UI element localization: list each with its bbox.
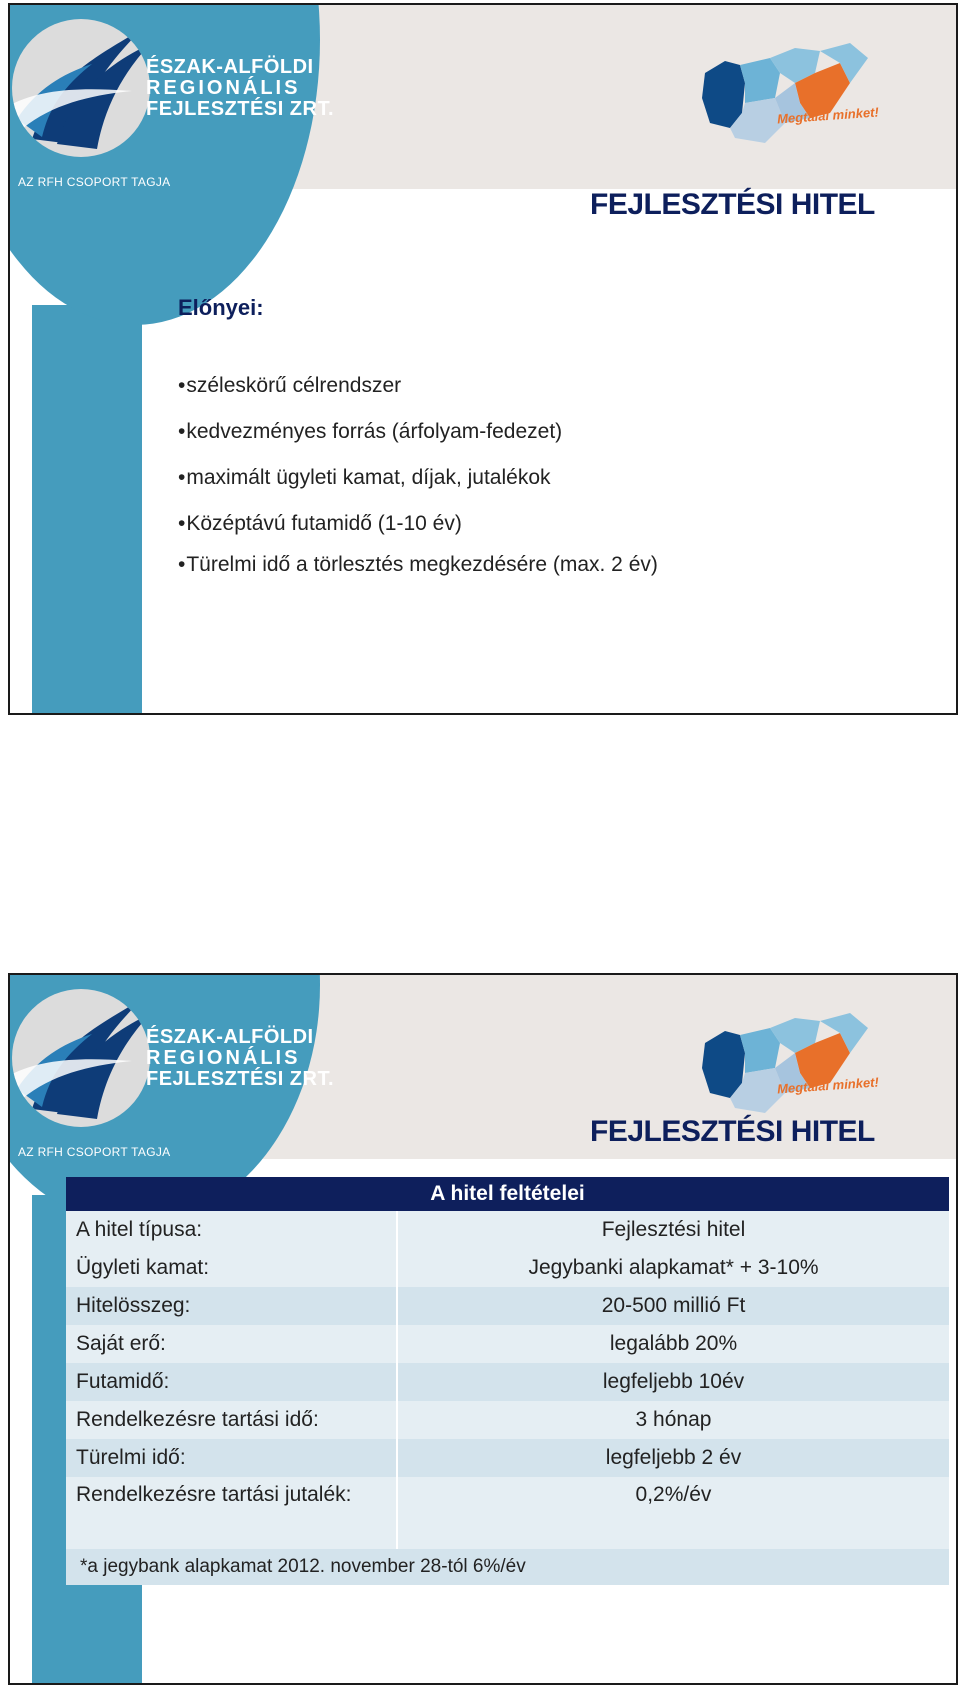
left-stripe	[32, 305, 142, 715]
table-footnote-row	[66, 1549, 949, 1585]
row-label: Hitelösszeg:	[66, 1287, 397, 1325]
table-row	[66, 1363, 949, 1401]
footnote: *a jegybank alapkamat 2012. november 28-tól 6%/év	[66, 1549, 949, 1585]
hungary-map-icon	[700, 43, 870, 153]
logo-line-1: ÉSZAK-ALFÖLDI	[146, 1026, 314, 1048]
logo-line-3: FEJLESZTÉSI ZRT.	[146, 98, 335, 120]
list-item: • maximált ügyleti kamat, díjak, jutalékok	[178, 455, 658, 501]
table-row	[66, 1249, 949, 1287]
logo-wordmark	[146, 1027, 334, 1090]
advantages-list	[178, 363, 658, 588]
row-value: Fejlesztési hitel	[397, 1211, 949, 1249]
row-label: Saját erő:	[66, 1325, 397, 1363]
row-label: Futamidő:	[66, 1363, 397, 1401]
table-row	[66, 1287, 949, 1325]
table-row	[66, 1325, 949, 1363]
logo-line-1: ÉSZAK-ALFÖLDI	[146, 56, 314, 78]
row-label: Rendelkezésre tartási idő:	[66, 1401, 397, 1439]
map-label: Megtalál minket!	[776, 104, 880, 127]
row-value: legalább 20%	[397, 1325, 949, 1363]
logo-icon	[12, 19, 150, 157]
slide-1	[8, 3, 958, 715]
row-value: Jegybanki alapkamat* + 3-10%	[397, 1249, 949, 1287]
list-item: • kedvezményes forrás (árfolyam-fedezet)	[178, 409, 658, 455]
table-row	[66, 1439, 949, 1477]
row-value: 0,2%/év	[397, 1477, 949, 1549]
row-label: Türelmi idő:	[66, 1439, 397, 1477]
row-value: legfeljebb 10év	[397, 1363, 949, 1401]
row-value: 3 hónap	[397, 1401, 949, 1439]
logo-icon	[12, 989, 150, 1127]
row-label: Rendelkezésre tartási jutalék:	[66, 1477, 397, 1549]
table-row	[66, 1401, 949, 1439]
list-item: • széleskörű célrendszer	[178, 363, 658, 409]
group-tag: AZ RFH CSOPORT TAGJA	[18, 175, 171, 189]
logo-line-2: REGIONÁLIS	[146, 77, 301, 99]
table-row	[66, 1477, 949, 1549]
logo-line-2: REGIONÁLIS	[146, 1047, 301, 1069]
map-label: Megtalál minket!	[776, 1074, 880, 1097]
advantages-heading: Előnyei:	[178, 295, 264, 320]
row-value: legfeljebb 2 év	[397, 1439, 949, 1477]
group-tag: AZ RFH CSOPORT TAGJA	[18, 1145, 171, 1159]
list-item: • Türelmi idő a törlesztés megkezdésére (max. 2 év)	[178, 542, 658, 588]
slide-2	[8, 973, 958, 1685]
row-label: Ügyleti kamat:	[66, 1249, 397, 1287]
logo-wordmark	[146, 57, 334, 120]
row-label: A hitel típusa:	[66, 1211, 397, 1249]
slide-title: FEJLESZTÉSI HITEL	[590, 188, 875, 221]
slide-title: FEJLESZTÉSI HITEL	[590, 1115, 875, 1148]
row-value: 20-500 millió Ft	[397, 1287, 949, 1325]
table-row	[66, 1211, 949, 1249]
list-item: • Középtávú futamidő (1-10 év)	[178, 501, 658, 547]
loan-terms-table	[66, 1177, 949, 1585]
hungary-map-icon	[700, 1013, 870, 1123]
logo-line-3: FEJLESZTÉSI ZRT.	[146, 1068, 335, 1090]
table-header: A hitel feltételei	[66, 1177, 949, 1211]
